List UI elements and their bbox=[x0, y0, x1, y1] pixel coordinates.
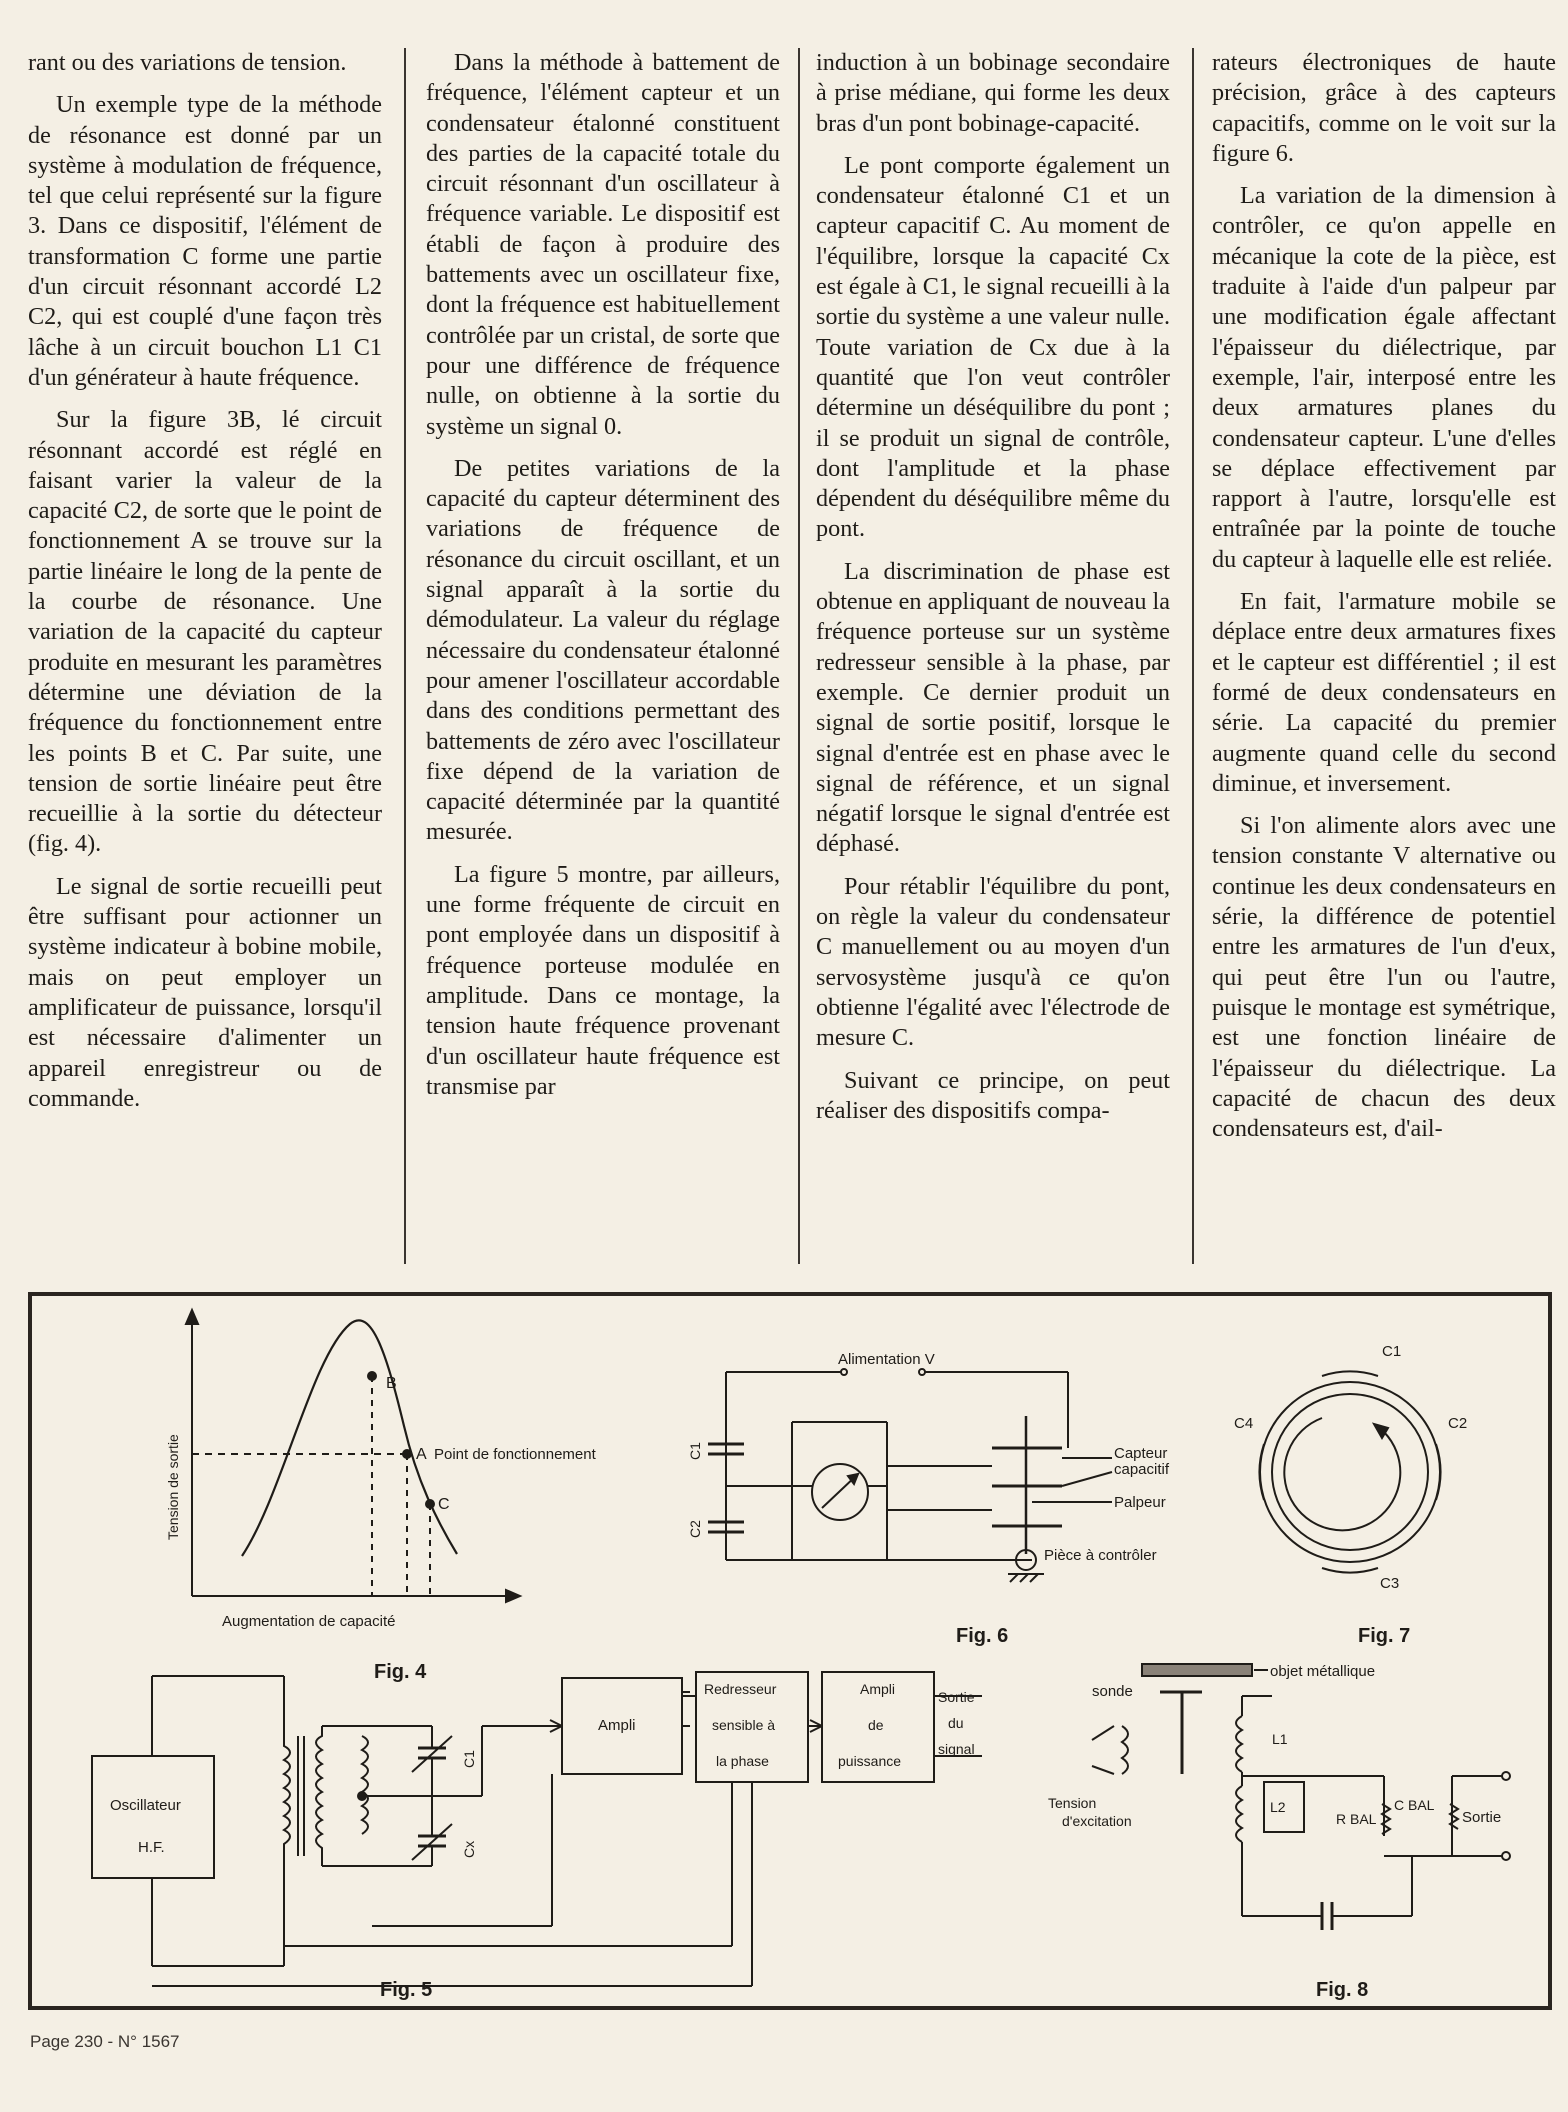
ground-hatch bbox=[1030, 1574, 1038, 1582]
fig4-label-operating-point: Point de fonctionnement bbox=[434, 1446, 596, 1463]
fig5-power-label-3: puissance bbox=[838, 1753, 902, 1769]
text-column-4 bbox=[1212, 48, 1556, 1156]
fig4-label-c: C bbox=[438, 1496, 450, 1513]
fig6-workpiece-label: Pièce à contrôler bbox=[1044, 1547, 1157, 1564]
fig5-oscillator-block bbox=[92, 1756, 214, 1878]
fig6-capacitive-comparator bbox=[687, 1351, 1170, 1647]
fig7-caption: Fig. 7 bbox=[1358, 1625, 1411, 1647]
paragraph: De petites variations de la capacité du capteur déterminent des variations de fréquence de résonance du circuit oscillant, et un signal apparaît à la sortie du démodulateur. La valeur du réglage nécessaire du condensateur étalonné pour amener l'oscillateur accordable dans des conditions permettant des battements de zéro avec l'oscillateur fixe dépend de la variation de capacité déterminée par la quantité mesurée. bbox=[426, 454, 780, 846]
fig5-caption: Fig. 5 bbox=[380, 1979, 433, 2001]
paragraph: rant ou des variations de tension. bbox=[28, 49, 347, 76]
fig7-c4-arc bbox=[1260, 1444, 1264, 1500]
fig4-caption: Fig. 4 bbox=[374, 1661, 427, 1683]
fig8-eddy-current-probe bbox=[1048, 1663, 1510, 2001]
paragraph: Le signal de sortie recueilli peut être suffisant pour actionner un système indicateur à bobine mobile, mais on peut employer un amplificateur de puissance, lorsqu'il est nécessaire d'alimenter un appareil enregistreur ou de commande. bbox=[28, 872, 382, 1112]
fig5-rectifier-label-1: Redresseur bbox=[704, 1681, 777, 1697]
fig8-metal-object-label: objet métallique bbox=[1270, 1663, 1376, 1680]
fig8-probe-label: sonde bbox=[1092, 1683, 1133, 1700]
fig5-oscillator-label-2: H.F. bbox=[138, 1839, 165, 1856]
wire bbox=[1092, 1726, 1114, 1740]
wire bbox=[1092, 1766, 1114, 1774]
fig6-sensor-label-1: Capteur bbox=[1114, 1445, 1168, 1462]
fig5-cx-label: Cx bbox=[461, 1840, 477, 1858]
fig4-label-a: A bbox=[416, 1446, 427, 1463]
fig7-inner-ring bbox=[1272, 1394, 1428, 1550]
fig5-c1-label: C1 bbox=[461, 1750, 477, 1768]
fig5-oscillator-label-1: Oscillateur bbox=[110, 1797, 181, 1814]
fig8-rbal-label: R BAL bbox=[1336, 1811, 1377, 1827]
fig5-power-label-2: de bbox=[868, 1717, 884, 1733]
figures-panel bbox=[28, 1292, 1552, 2010]
arrow-head bbox=[1374, 1424, 1388, 1438]
paragraph: La figure 5 montre, par ailleurs, une forme fréquente de circuit en pont employée dans un dispositif à fréquence porteuse modulée en amplitude. Dans ce montage, la tension haute fréquence provenant d'un oscillateur haute fréquence est transmise par bbox=[426, 860, 780, 1100]
fig5-secondary-coil bbox=[316, 1726, 322, 1866]
fig6-c2-label: C2 bbox=[687, 1520, 703, 1538]
fig7-rotary-capacitor bbox=[1234, 1343, 1467, 1647]
fig8-caption: Fig. 8 bbox=[1316, 1979, 1369, 2001]
page-footer: Page 230 - N° 1567 bbox=[30, 2032, 180, 2051]
arrow-head bbox=[186, 1310, 198, 1324]
fig8-cbal-label: C BAL bbox=[1394, 1797, 1435, 1813]
column-divider bbox=[404, 48, 406, 1264]
column-divider bbox=[798, 48, 800, 1264]
fig4-point-a bbox=[403, 1450, 411, 1458]
fig4-y-label: Tension de sortie bbox=[165, 1434, 181, 1540]
fig6-supply-label: Alimentation V bbox=[838, 1351, 935, 1368]
paragraph: Un exemple type de la méthode de résonance est donné par un système à modulation de fréquence, tel que celui représenté sur la figure 3. Dans ce dispositif, l'élément de transformation C forme une partie d'un circuit résonnant accordé L2 C2, qui est couplé d'une façon très lâche à un circuit bouchon L1 C1 d'un générateur à haute fréquence. bbox=[28, 91, 382, 391]
ground-hatch bbox=[1010, 1574, 1018, 1582]
fig6-caption: Fig. 6 bbox=[956, 1625, 1009, 1647]
fig8-excitation-coil bbox=[1122, 1726, 1128, 1774]
terminal bbox=[841, 1369, 847, 1375]
fig5-output-label-3: signal bbox=[938, 1741, 975, 1757]
fig4-x-label: Augmentation de capacité bbox=[222, 1613, 396, 1630]
fig8-l1-label: L1 bbox=[1272, 1731, 1288, 1747]
paragraph: Le pont comporte également un condensateur étalonné C1 et un capteur capacitif C. Au moment de l'équilibre, lorsque la capacité Cx est égale à C1, le signal recueilli à la sortie du système a une valeur nulle. Toute variation de Cx due à la quantité que l'on veut contrôler détermine un déséquilibre du pont ; il se produit un signal de contrôle, dont l'amplitude et la phase dépendent du déséquilibre même du pont. bbox=[816, 151, 1170, 543]
paragraph: La variation de la dimension à contrôler, ce qu'on appelle en mécanique la cote de la pièce, est traduite à l'aide d'un palpeur par une modification égale affectant l'épaisseur du diélectrique, par exemple, l'air, interposé entre les deux armatures planes du condensateur capteur. L'une d'elles se déplace effectivement par rapport à l'autre, lorsqu'elle est entraînée par la pointe de touche du capteur à laquelle elle est reliée. bbox=[1212, 182, 1556, 573]
fig7-c1-label: C1 bbox=[1382, 1343, 1402, 1360]
column-divider bbox=[1192, 48, 1194, 1264]
leader-line bbox=[1062, 1472, 1112, 1486]
ground-hatch bbox=[1020, 1574, 1028, 1582]
fig7-c3-arc bbox=[1322, 1568, 1378, 1572]
fig8-excitation-label-1: Tension bbox=[1048, 1795, 1097, 1811]
fig8-l2-label: L2 bbox=[1270, 1799, 1286, 1815]
paragraph: rateurs électroniques de haute précision, grâce à des capteurs capacitifs, comme on le voit sur la figure 6. bbox=[1212, 49, 1556, 167]
paragraph: induction à un bobinage secondaire à prise médiane, qui forme les deux bras d'un pont bobinage-capacité. bbox=[816, 49, 1170, 137]
fig8-l2-coil bbox=[1236, 1786, 1242, 1842]
fig5-output-label-2: du bbox=[948, 1715, 964, 1731]
paragraph: Sur la figure 3B, lé circuit résonnant accordé est réglé en faisant varier la valeur de la capacité C2, de sorte que le point de fonctionnement A se trouve sur la partie linéaire le long de la pente de la courbe de résonance. Une variation de la capacité du capteur produite en mesurant les paramètres détermine une déviation de la fréquence du fonctionnement entre les points B et C. Par suite, une tension de sortie linéaire peut être recueillie à la sortie du détecteur (fig. 4). bbox=[28, 406, 382, 858]
fig4-point-c bbox=[426, 1500, 434, 1508]
fig5-rectifier-label-3: la phase bbox=[716, 1753, 769, 1769]
fig4-point-b bbox=[368, 1372, 376, 1380]
paragraph: La discrimination de phase est obtenue en appliquant de nouveau la fréquence porteuse sur un système redresseur sensible à la phase, par exemple. Ce dernier produit un signal de sortie positif, lorsque le signal d'entrée est en phase avec le signal de référence, et un signal négatif lorsque le signal d'entrée est déphasé. bbox=[816, 557, 1170, 858]
text-column-1 bbox=[28, 48, 382, 1126]
arrow-head bbox=[506, 1590, 520, 1602]
text-column-3 bbox=[816, 48, 1170, 1138]
junction bbox=[358, 1792, 366, 1800]
fig8-excitation-label-2: d'excitation bbox=[1062, 1813, 1132, 1829]
fig5-output-label-1: Sortie bbox=[938, 1689, 975, 1705]
fig6-sensor-label-2: capacitif bbox=[1114, 1461, 1170, 1478]
fig5-rectifier-label-2: sensible à bbox=[712, 1717, 776, 1733]
fig4-resonance-curve bbox=[165, 1310, 597, 1683]
fig8-metal-object bbox=[1142, 1664, 1252, 1676]
fig7-c3-label: C3 bbox=[1380, 1575, 1400, 1592]
terminal bbox=[919, 1369, 925, 1375]
fig5-bridge-block-diagram bbox=[92, 1672, 982, 2001]
fig7-c2-label: C2 bbox=[1448, 1415, 1468, 1432]
figures-svg bbox=[32, 1296, 1548, 2006]
fig7-outer-ring bbox=[1260, 1382, 1440, 1562]
fig5-power-label-1: Ampli bbox=[860, 1681, 896, 1697]
fig7-c2-arc bbox=[1436, 1444, 1440, 1500]
paragraph: Si l'on alimente alors avec une tension constante V alternative ou continue les deux condensateurs en série, la différence de potentiel entre les armatures de l'un d'eux, qui peut être l'un ou l'autre, puisque le montage est symétrique, est une fonction linéaire de l'épaisseur du diélectrique. La capacité de chacun des deux condensateurs est, d'ail- bbox=[1212, 812, 1556, 1143]
paragraph: En fait, l'armature mobile se déplace entre deux armatures fixes et le capteur est différentiel ; il est formé de deux condensateurs en série. La capacité du premier augmente quand celle du second diminue, et inversement. bbox=[1212, 588, 1556, 797]
terminal bbox=[1502, 1772, 1510, 1780]
fig4-curve bbox=[242, 1320, 457, 1556]
fig5-secondary-coil-2 bbox=[362, 1736, 368, 1834]
text-column-2 bbox=[426, 48, 780, 1114]
fig7-c4-label: C4 bbox=[1234, 1415, 1254, 1432]
paragraph: Dans la méthode à battement de fréquence, l'élément capteur et un condensateur étalonné constituent des parties de la capacité totale du circuit résonnant d'un oscillateur à fréquence variable. Le dispositif est établi de façon à produire des battements avec un oscillateur fixe, dont la fréquence est habituellement contrôlée par un cristal, de sorte que pour une différence de fréquence nulle, on obtienne à la sortie du système un signal 0. bbox=[426, 49, 780, 440]
fig6-probe-label: Palpeur bbox=[1114, 1494, 1166, 1511]
fig8-l1-coil bbox=[1236, 1716, 1242, 1772]
fig8-output-label: Sortie bbox=[1462, 1809, 1502, 1826]
fig5-ampli-label: Ampli bbox=[598, 1717, 636, 1734]
fig5-primary-coil bbox=[284, 1676, 290, 1966]
paragraph: Pour rétablir l'équilibre du pont, on règle la valeur du condensateur C manuellement ou au moyen d'un servosystème jusqu'à ce qu'on obtienne l'égalité avec l'électrode de mesure C. bbox=[816, 872, 1170, 1052]
fig7-c1-arc bbox=[1322, 1372, 1378, 1376]
fig4-label-b: B bbox=[386, 1375, 397, 1392]
terminal bbox=[1502, 1852, 1510, 1860]
fig6-c1-label: C1 bbox=[687, 1442, 703, 1460]
paragraph: Suivant ce principe, on peut réaliser des dispositifs compa- bbox=[816, 1066, 1170, 1124]
